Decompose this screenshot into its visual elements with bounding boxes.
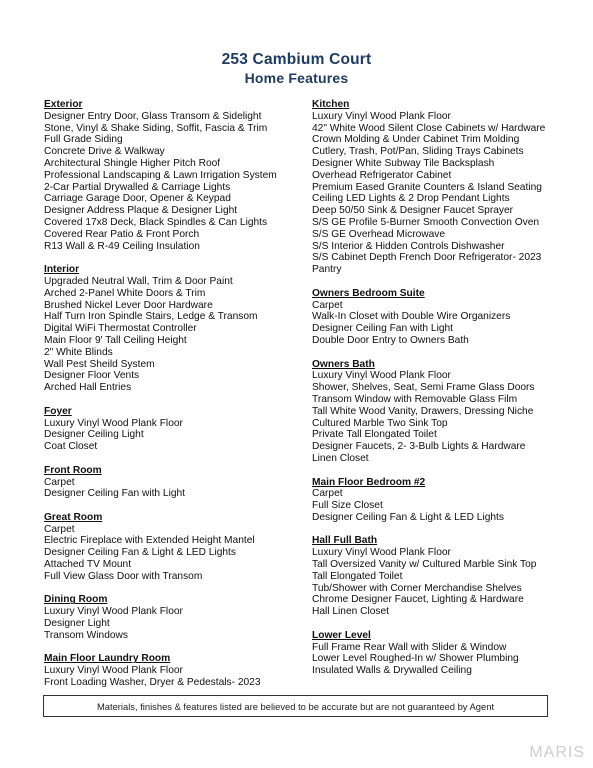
feature-item: Overhead Refrigerator Cabinet	[312, 169, 452, 181]
feature-item: Designer Faucets, 2- 3-Bulb Lights & Hardware	[312, 441, 526, 453]
feature-item: Carpet	[44, 476, 75, 488]
feature-item: Carriage Garage Door, Opener & Keypad	[44, 193, 231, 205]
feature-item: S/S GE Profile 5-Burner Smooth Convection Oven	[312, 216, 540, 228]
section-title: Lower Level	[312, 629, 371, 641]
feature-item: Full Frame Rear Wall with Slider & Window	[312, 641, 507, 653]
feature-item: Attached TV Mount	[44, 559, 132, 571]
section-spacer	[312, 276, 582, 288]
section-spacer	[44, 500, 306, 512]
feature-item: Coat Closet	[44, 441, 98, 453]
section-spacer	[44, 252, 306, 264]
section-spacer	[312, 465, 582, 477]
section-main-floor-laundry-room	[44, 653, 306, 688]
feature-item: Designer White Subway Tile Backsplash	[312, 157, 495, 169]
feature-item: Carpet	[44, 523, 75, 535]
feature-item: Deep 50/50 Sink & Designer Faucet Sprayer	[312, 205, 514, 217]
feature-item: Linen Closet	[312, 452, 369, 464]
section-spacer	[44, 583, 306, 595]
feature-item: Double Door Entry to Owners Bath	[312, 334, 469, 346]
feature-item: R13 Wall & R-49 Ceiling Insulation	[44, 240, 200, 252]
feature-item: Private Tall Elongated Toilet	[312, 429, 437, 441]
feature-item: Tall White Wood Vanity, Drawers, Dressing Niche	[312, 405, 534, 417]
section-front-room	[44, 465, 306, 500]
feature-item: Wall Pest Sheild System	[44, 358, 155, 370]
feature-item: Designer Ceiling Fan with Light	[44, 488, 185, 500]
feature-item: Carpet	[312, 488, 343, 500]
feature-item: Luxury Vinyl Wood Plank Floor	[312, 547, 451, 559]
feature-item: Luxury Vinyl Wood Plank Floor	[312, 370, 451, 382]
feature-item: Full View Glass Door with Transom	[44, 570, 203, 582]
property-address-title: 253 Cambium Court	[221, 51, 372, 68]
feature-item: Designer Light	[44, 618, 110, 630]
section-title: Great Room	[44, 511, 103, 523]
section-hall-full-bath	[312, 535, 582, 618]
feature-item: Designer Address Plaque & Designer Light	[44, 205, 238, 217]
feature-item: 2-Car Partial Drywalled & Carriage Lights	[44, 181, 231, 193]
feature-item: Luxury Vinyl Wood Plank Floor	[312, 110, 451, 122]
section-title: Kitchen	[312, 99, 350, 110]
feature-item: Chrome Designer Faucet, Lighting & Hardware	[312, 594, 524, 606]
feature-item: Digital WiFi Thermostat Controller	[44, 323, 197, 335]
feature-item: Transom Window with Removable Glass Film	[312, 393, 518, 405]
feature-item: Cutlery, Trash, Pot/Pan, Sliding Trays Cabinets	[312, 146, 524, 158]
section-main-floor-bedroom-2	[312, 477, 582, 524]
section-spacer	[44, 394, 306, 406]
feature-item: Crown Molding & Under Cabinet Trim Molding	[312, 134, 520, 146]
section-spacer	[44, 642, 306, 654]
feature-item: Shower, Shelves, Seat, Semi Frame Glass Doors	[312, 382, 535, 394]
feature-item: Concrete Drive & Walkway	[44, 146, 165, 158]
feature-item: Arched Hall Entries	[44, 382, 132, 394]
section-spacer	[44, 453, 306, 465]
feature-item: Carpet	[312, 299, 343, 311]
feature-item: Designer Floor Vents	[44, 370, 140, 382]
section-lower-level	[312, 630, 582, 677]
feature-item: Electric Fireplace with Extended Height Mantel	[44, 535, 255, 547]
section-owners-bedroom-suite	[312, 288, 582, 347]
feature-item: Premium Eased Granite Counters & Island Seating	[312, 181, 542, 193]
section-title: Hall Full Bath	[312, 535, 378, 547]
feature-item: Luxury Vinyl Wood Plank Floor	[44, 665, 183, 677]
section-title: Exterior	[44, 99, 83, 110]
maris-watermark: MARIS	[529, 744, 585, 761]
feature-item: Main Floor 9' Tall Ceiling Height	[44, 334, 187, 346]
feature-item: Insulated Walls & Drywalled Ceiling	[312, 665, 472, 677]
feature-item: Half Turn Iron Spindle Stairs, Ledge & Transom	[44, 311, 258, 323]
section-exterior	[44, 99, 306, 252]
feature-item: S/S Interior & Hidden Controls Dishwasher	[312, 240, 505, 252]
feature-item: Luxury Vinyl Wood Plank Floor	[44, 417, 183, 429]
feature-item: Architectural Shingle Higher Pitch Roof	[44, 157, 221, 169]
feature-item: Full Grade Siding	[44, 134, 123, 146]
section-title: Owners Bedroom Suite	[312, 287, 425, 299]
feature-item: Cultured Marble Two Sink Top	[312, 417, 448, 429]
feature-item: Professional Landscaping & Lawn Irrigation System	[44, 169, 277, 181]
feature-item: Ceiling LED Lights & 2 Drop Pendant Lights	[312, 193, 510, 205]
section-dining-room	[44, 594, 306, 641]
feature-item: 2" White Blinds	[44, 346, 113, 358]
section-title: Owners Bath	[312, 358, 375, 370]
feature-item: Tub/Shower with Corner Merchandise Shelves	[312, 582, 522, 594]
right-feature-column	[312, 99, 582, 677]
feature-item: Covered 17x8 Deck, Black Spindles & Can Lights	[44, 216, 268, 228]
feature-item: Full Size Closet	[312, 500, 383, 512]
feature-item: Walk-In Closet with Double Wire Organizers	[312, 311, 511, 323]
feature-item: Designer Ceiling Fan & Light & LED Lights	[44, 547, 236, 559]
feature-item: Front Loading Washer, Dryer & Pedestals- 2023	[44, 677, 261, 689]
feature-item: Upgraded Neutral Wall, Trim & Door Paint	[44, 275, 233, 287]
disclaimer-text: Materials, finishes & features listed are believed to be accurate but are not guaranteed by Agent	[96, 700, 495, 712]
section-spacer	[312, 347, 582, 359]
section-title: Foyer	[44, 405, 72, 417]
feature-item: Pantry	[312, 264, 342, 276]
left-feature-column	[44, 99, 306, 689]
section-title: Dining Room	[44, 594, 108, 606]
feature-item: Designer Ceiling Fan & Light & LED Lights	[312, 511, 504, 523]
feature-item: Designer Ceiling Light	[44, 429, 144, 441]
section-title: Interior	[44, 264, 80, 276]
disclaimer-box	[43, 695, 548, 717]
feature-item: Arched 2-Panel White Doors & Trim	[44, 287, 206, 299]
feature-item: Designer Entry Door, Glass Transom & Sidelight	[44, 110, 262, 122]
feature-item: Designer Ceiling Fan with Light	[312, 323, 453, 335]
feature-item: Covered Rear Patio & Front Porch	[44, 228, 200, 240]
feature-item: Tall Elongated Toilet	[312, 570, 403, 582]
section-spacer	[312, 524, 582, 536]
section-spacer	[312, 618, 582, 630]
section-kitchen	[312, 99, 582, 276]
section-foyer	[44, 406, 306, 453]
feature-item: S/S Cabinet Depth French Door Refrigerator- 2023	[312, 252, 542, 264]
section-interior	[44, 264, 306, 394]
feature-item: Tall Oversized Vanity w/ Cultured Marble Sink Top	[312, 559, 537, 571]
section-title: Main Floor Laundry Room	[44, 653, 171, 665]
feature-item: Lower Level Roughed-In w/ Shower Plumbing	[312, 653, 519, 665]
home-features-subtitle: Home Features	[244, 70, 349, 86]
feature-item: S/S GE Overhead Microwave	[312, 228, 446, 240]
feature-item: 42" White Wood Silent Close Cabinets w/ Hardware	[312, 122, 546, 134]
feature-item: Luxury Vinyl Wood Plank Floor	[44, 606, 183, 618]
section-owners-bath	[312, 359, 582, 465]
feature-item: Transom Windows	[44, 629, 128, 641]
feature-item: Stone, Vinyl & Shake Siding, Soffit, Fascia & Trim	[44, 122, 268, 134]
feature-item: Brushed Nickel Lever Door Hardware	[44, 299, 213, 311]
section-title: Main Floor Bedroom #2	[312, 476, 426, 488]
section-great-room	[44, 512, 306, 583]
section-title: Front Room	[44, 464, 102, 476]
feature-item: Hall Linen Closet	[312, 606, 390, 618]
